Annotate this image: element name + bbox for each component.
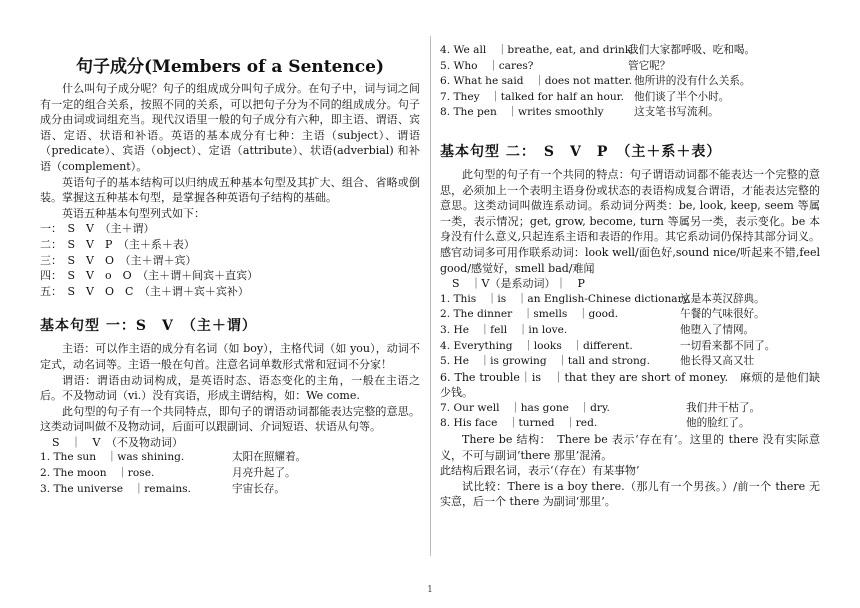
example-row-wrapped	[440, 370, 820, 401]
example-english: 8. His face ｜turned ｜red.	[440, 417, 598, 430]
section-heading-svp: 基本句型 二： S V P （主＋系＋表）	[440, 143, 722, 160]
pattern-1: 一： S V （主＋谓）	[40, 222, 155, 236]
example-english: 3. The universe ｜remains.	[40, 482, 191, 495]
there-be-note: 此结构后跟名词，表示‘（存在）有某事物’	[440, 464, 640, 478]
svp-paragraph: 此句型的句子有一个共同的特点：句子谓语动词都不能表达一个完整的意思，必须加上一个表明主语身份或状态的表语构成复合谓语，才能表达完整的意思。这类动词叫做连系动词。系动词分两类：be, look, keep, seem 等属一类，表示情况；get, grow, become, turn 等属另一类，表示变化。be 本身没有什么意义,只起连系主语和表语的作用。其它系动词仍保持其部分词义。感官动词多可用作联系动词：look well/面色好,sound nice/听起来不错,feel good/感觉好，smell bad/难闻	[440, 167, 820, 275]
example-chinese: 宇宙长存。	[232, 482, 285, 495]
there-be-comparison: 试比较：There is a boy there.（那儿有一个男孩。）/前一个 there 无实意，后一个 there 为副词‘那里’。	[440, 479, 820, 509]
subject-paragraph: 主语：可以作主语的成分有名词（如 boy），主格代词（如 you），动词不定式，动名词等。主语一般在句首。注意名词单数形式常和冠词不分家！	[40, 342, 420, 371]
page-title: 句子成分(Members of a Sentence)	[75, 57, 384, 77]
example-row	[440, 354, 820, 370]
example-english: 1. This ｜is ｜an English-Chinese dictionary.	[440, 292, 691, 305]
section-heading-sv: 基本句型 一：S V （主＋谓）	[40, 318, 257, 335]
example-english: 4. Everything ｜looks ｜different.	[440, 339, 633, 352]
predicate-paragraph: 谓语：谓语由动词构成，是英语时态、语态变化的主角，一般在主语之后。不及物动词（vi.）没有宾语，形成主谓结构，如：We come.	[40, 373, 420, 403]
example-english: 2. The dinner ｜smells ｜good.	[440, 308, 619, 321]
example-english: 5. He ｜is growing ｜tall and strong.	[440, 355, 650, 368]
example-english: 5. Who ｜cares?	[440, 59, 534, 72]
example-chinese: 午餐的气味很好。	[680, 308, 765, 321]
example-row	[440, 43, 820, 59]
example-chinese: 月亮升起了。	[232, 467, 296, 480]
example-chinese: 我们井干枯了。	[686, 401, 761, 414]
intro-paragraph-3: 英语五种基本句型列式如下：	[62, 206, 205, 220]
example-english: 2. The moon ｜rose.	[40, 467, 155, 480]
page-number: 1	[427, 585, 433, 595]
example-row	[440, 307, 820, 323]
example-english: 7. Our well ｜has gone ｜dry.	[440, 401, 610, 414]
svp-label: S ｜V（是系动词）｜ P	[452, 277, 585, 291]
example-english: 8. The pen ｜writes smoothly	[440, 106, 604, 119]
example-row	[440, 59, 820, 75]
example-chinese: 这支笔书写流利。	[634, 106, 719, 119]
example-chinese: 他所讲的没有什么关系。	[634, 75, 751, 88]
example-row	[440, 416, 820, 432]
sv-label: S ｜ V （不及物动词）	[52, 435, 183, 449]
example-english: 7. They ｜talked for half an hour.	[440, 90, 624, 103]
example-chinese: 他堕入了情网。	[680, 323, 755, 336]
example-chinese: 这是本英汉辞典。	[680, 292, 765, 305]
example-chinese: 他的脸红了。	[686, 417, 750, 430]
example-row	[440, 401, 820, 417]
intro-paragraph-2: 英语句子的基本结构可以归纳成五种基本句型及其扩大、组合、省略或倒装。掌握这五种基本句型，是掌握各种英语句子结构的基础。	[40, 175, 420, 205]
pattern-2: 二： S V P （主＋系＋表）	[40, 237, 195, 251]
column-divider	[430, 36, 431, 556]
example-row	[440, 105, 820, 121]
intro-paragraph-1: 什么叫句子成分呢？句子的组成成分叫句子成分。在句子中，词与词之间有一定的组合关系，按照不同的关系，可以把句子分为不同的组成成分。句子成分由词或词组充当。现代汉语里一般的句子成分有六种，即主语、谓语、宾语、定语、状语和补语。英语的基本成分有七种：主语（subject）、谓语（predicate）、宾语（object）、定语（attribute）、状语(adverbial) 和补语（complement）。	[40, 82, 420, 173]
example-chinese: 他们谈了半个小时。	[634, 90, 730, 103]
example-chinese: 他长得又高又壮	[680, 355, 755, 368]
sv-feature-paragraph: 此句型的句子有一个共同特点，即句子的谓语动词都能表达完整的意思。这类动词叫做不及物动词，后面可以跟副词、介词短语、状语从句等。	[40, 404, 420, 434]
example-row	[440, 292, 820, 308]
right-column	[440, 43, 820, 510]
example-row	[440, 339, 820, 355]
example-row	[440, 90, 820, 106]
example-chinese: 麻烦的是他们缺少钱。	[440, 370, 820, 400]
example-chinese: 一切看来都不同了。	[680, 339, 776, 352]
example-row	[440, 74, 820, 90]
example-english: 3. He ｜fell ｜in love.	[440, 323, 568, 336]
example-english: 1. The sun ｜was shining.	[40, 451, 185, 464]
example-row	[40, 450, 420, 466]
example-chinese: 我们大家都呼吸、吃和喝。	[628, 44, 756, 56]
example-english: 4. We all ｜breathe, eat, and drink.	[440, 44, 635, 56]
example-row	[40, 466, 420, 482]
example-chinese: 太阳在照耀着。	[232, 451, 307, 464]
pattern-5: 五： S V O C （主＋谓＋宾＋宾补）	[40, 284, 249, 298]
left-column	[40, 0, 420, 497]
pattern-3: 三： S V O （主＋谓＋宾）	[40, 253, 197, 267]
pattern-4: 四： S V o O （主＋谓＋间宾＋直宾）	[40, 269, 259, 283]
example-row	[440, 323, 820, 339]
example-english: 6. The trouble｜is ｜that they are short of money.	[440, 370, 729, 384]
example-row	[40, 482, 420, 498]
example-chinese: 管它呢？	[628, 59, 671, 72]
example-english: 6. What he said ｜does not matter.	[440, 75, 633, 88]
there-be-paragraph: There be 结构： There be 表示‘存在有’。这里的 there 没有实际意义，不可与副词‘there 那里’混淆。	[440, 433, 820, 462]
